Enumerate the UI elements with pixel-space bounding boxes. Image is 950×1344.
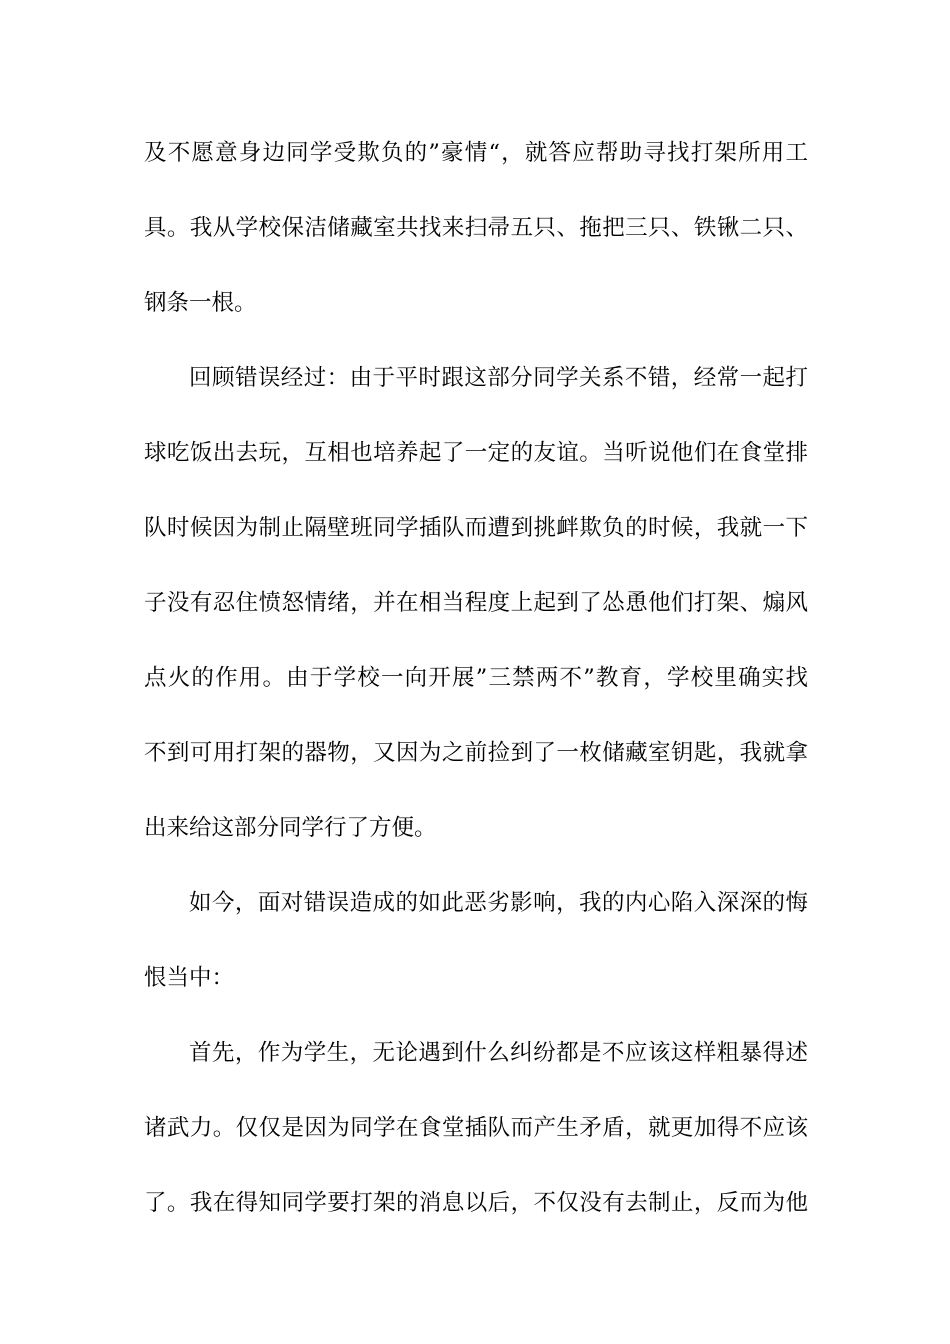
paragraph-first-line: 回顾错误经过：由于平时跟这部分同学关系不错，经常一起打 — [189, 365, 808, 391]
text-line: 诸武力。仅仅是因为同学在食堂插队而产生矛盾，就更加得不应该 — [144, 1115, 808, 1141]
text-line: 点火的作用。由于学校一向开展”三禁两不”教育，学校里确实找 — [144, 665, 808, 691]
text-line: 子没有忍住愤怒情绪，并在相当程度上起到了怂恿他们打架、煽风 — [144, 590, 808, 616]
paragraph-first-line: 首先，作为学生，无论遇到什么纠纷都是不应该这样粗暴得述 — [189, 1040, 808, 1066]
text-line: 出来给这部分同学行了方便。 — [144, 815, 437, 841]
text-line: 钢条一根。 — [144, 290, 257, 316]
text-line: 了。我在得知同学要打架的消息以后，不仅没有去制止，反而为他 — [144, 1190, 808, 1216]
text-line: 恨当中： — [144, 965, 235, 991]
text-line: 球吃饭出去玩，互相也培养起了一定的友谊。当听说他们在食堂排 — [144, 440, 808, 466]
paragraph-first-line: 如今，面对错误造成的如此恶劣影响，我的内心陷入深深的悔 — [189, 890, 808, 916]
text-line: 队时候因为制止隔壁班同学插队而遭到挑衅欺负的时候，我就一下 — [144, 515, 808, 541]
text-line: 具。我从学校保洁储藏室共找来扫帚五只、拖把三只、铁锹二只、 — [144, 215, 808, 241]
text-line: 不到可用打架的器物，又因为之前捡到了一枚储藏室钥匙，我就拿 — [144, 740, 808, 766]
text-line: 及不愿意身边同学受欺负的”豪情“，就答应帮助寻找打架所用工 — [144, 140, 808, 166]
